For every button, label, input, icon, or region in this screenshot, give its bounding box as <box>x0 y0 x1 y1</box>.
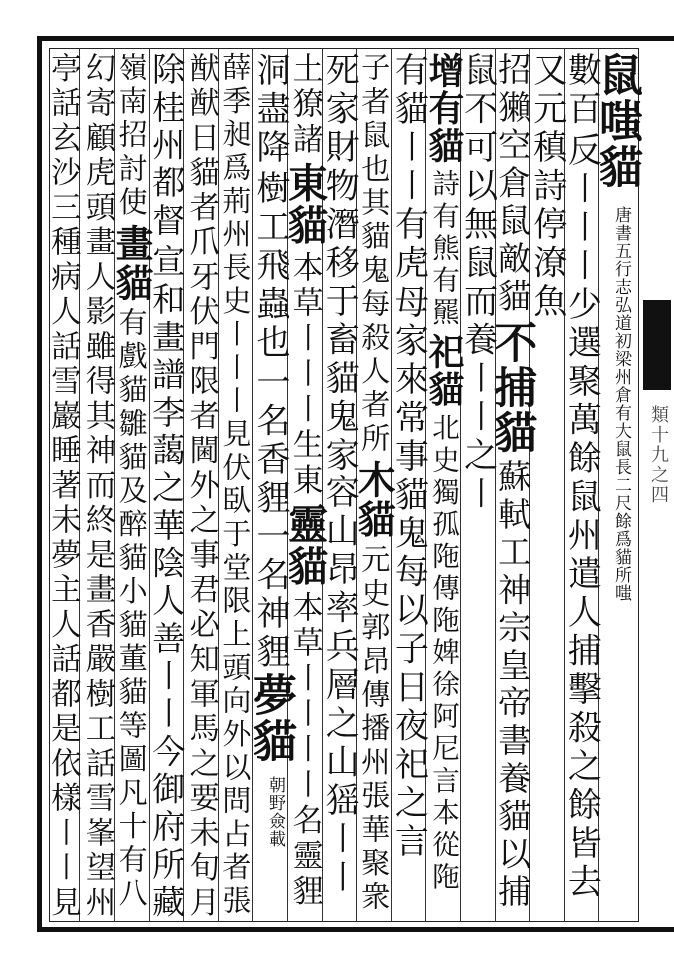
column-text: 又元稹詩停潦魚 <box>526 52 567 322</box>
column-rule <box>252 48 253 922</box>
text-column <box>590 52 642 918</box>
text-column <box>526 52 567 918</box>
column-text: 容山昂率兵層之山猺〡〡 <box>319 474 360 898</box>
column-text: 猷猷日貓者爪牙伏門限者閫外之事君必知軍馬之要未旬月 <box>183 52 219 921</box>
text-column <box>109 52 154 918</box>
column-text: 本草〡〡〡生東 <box>286 250 323 500</box>
column-text: 反〡〡〡少選聚萬餘鼠州遣人捕擊殺之餘皆去 <box>561 132 602 902</box>
column-text: 洞盡降 <box>249 52 290 168</box>
text-column <box>244 52 296 918</box>
column-text: 一名香貍一名神貍 <box>249 364 290 672</box>
spine-label: 類十九之四 <box>648 405 669 505</box>
text-column <box>351 52 396 918</box>
text-column <box>147 52 187 923</box>
column-text: 宣和畫譜李藹之華陰人善〡〡今御府所藏 <box>147 244 187 923</box>
entry-heading: 鼠嗤貓 <box>590 52 642 190</box>
column-text: 母家來常事貓鬼每以子日夜祀之言 <box>388 284 429 862</box>
entry-heading: 增有貓 <box>422 52 464 165</box>
text-column <box>281 52 329 918</box>
column-text: 數百 <box>561 52 602 129</box>
text-column <box>457 52 498 918</box>
column-rule <box>460 48 461 922</box>
entry-heading: 不捕貓 <box>487 319 538 455</box>
column-text: 亭話玄沙三種病人話雪巖睡著未夢主人話都是依樣〡〡見 <box>45 52 81 921</box>
entry-heading: 東貓 <box>281 162 329 247</box>
column-text: 樹工飛蟲也 <box>249 170 290 363</box>
column-text: 有戲貓雛貓及醉貓小貓董貓等圖凡十有八 <box>114 307 149 912</box>
text-column <box>561 52 602 918</box>
column-text: 除桂州都督 <box>147 52 187 241</box>
annotation-text: 唐書五行志弘道初梁州倉有大鼠長二尺餘爲貓所嗤 <box>610 206 631 602</box>
column-text: 幻寄顧虎頭畫人影雖得其神而終是畫香嚴樹工話雪峯望州 <box>79 52 115 921</box>
column-text: 死家財物潛移于畜貓鬼家 <box>319 52 360 476</box>
column-text: 鼠不可以無鼠而養〡〡之〡 <box>457 52 498 514</box>
text-column <box>487 52 538 918</box>
entry-heading: 靈貓 <box>281 503 329 588</box>
text-column <box>218 52 253 918</box>
column-text: 本草〡〡〡〡名靈貍 <box>286 591 323 911</box>
text-column <box>388 52 429 918</box>
text-column <box>79 52 115 921</box>
text-column <box>183 52 219 921</box>
column-text: 土獠諸 <box>286 52 323 159</box>
text-column <box>422 52 464 918</box>
column-text: 詩有熊有羆 <box>426 168 459 330</box>
column-text: 有貓〡〡有虎 <box>388 52 429 283</box>
column-text: 子者鼠也其貓鬼每殺人者所 <box>356 52 391 457</box>
text-column <box>45 52 81 921</box>
entry-heading: 祀貓 <box>422 333 464 409</box>
column-text: 元史郭昂傳播州張華聚衆 <box>356 544 391 915</box>
column-text: 北史獨孤陁傳陁婢徐阿尼言本從陁 <box>426 412 459 894</box>
column-rule <box>149 48 150 922</box>
annotation-text: 朝野僉載 <box>264 776 285 848</box>
spine-black-block <box>643 300 671 390</box>
entry-heading: 畫貓 <box>109 223 154 304</box>
column-text: 薛季昶爲荊州長史〡〡〡見伏臥于堂限上頭向外以問占者張 <box>218 52 253 919</box>
entry-heading: 木貓 <box>351 460 396 540</box>
column-text: 嶺南招討使 <box>114 52 149 220</box>
entry-heading: 夢貓 <box>244 672 296 764</box>
column-text: 蘇軾工神宗皇帝書養貓以捕 <box>493 458 533 912</box>
column-text: 招獺空倉鼠敵貓 <box>493 52 533 316</box>
